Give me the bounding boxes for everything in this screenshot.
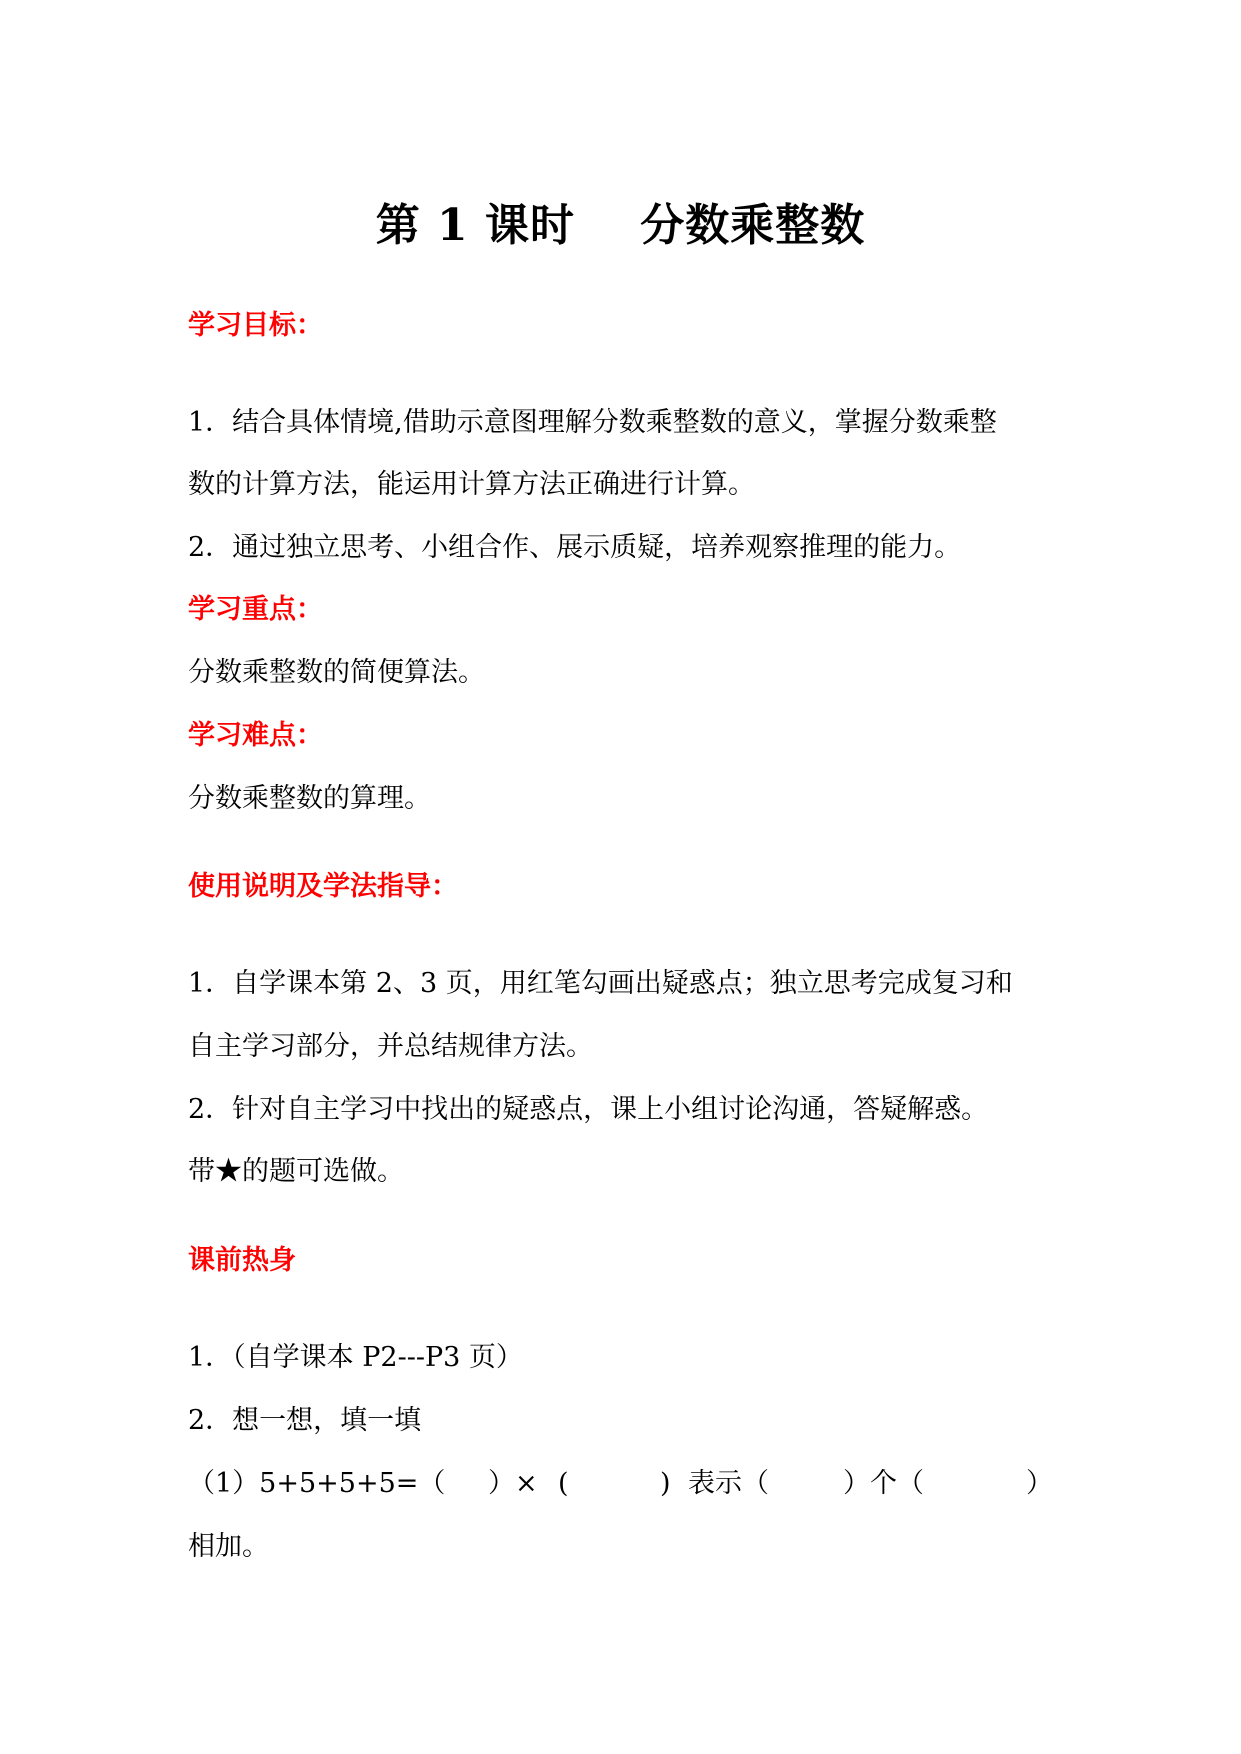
exercise-tail: 相加。 bbox=[188, 1531, 269, 1562]
instructions-line-2: 自主学习部分，并总结规律方法。 bbox=[188, 1031, 593, 1062]
difficulty-heading: 学习难点： bbox=[188, 720, 323, 751]
objectives-line-2: 数的计算方法，能运用计算方法正确进行计算。 bbox=[188, 469, 755, 500]
blank-open-2: ( bbox=[558, 1468, 569, 1499]
instructions-line-1: 1．自学课本第 2、3 页，用红笔勾画出疑惑点；独立思考完成复习和 bbox=[188, 968, 1013, 999]
warmup-heading: 课前热身 bbox=[188, 1245, 296, 1276]
objectives-line-1: 1．结合具体情境,借助示意图理解分数乘整数的意义，掌握分数乘整 bbox=[188, 407, 997, 438]
instructions-line-4: 带★的题可选做。 bbox=[188, 1156, 404, 1187]
exercise-prefix: （1）5+5+5+5=（ bbox=[188, 1468, 446, 1499]
difficulty-text: 分数乘整数的算理。 bbox=[188, 783, 431, 814]
blank-close-2: ) bbox=[660, 1468, 671, 1499]
blank-close-3: ）个（ bbox=[843, 1468, 924, 1499]
objectives-heading: 学习目标： bbox=[188, 310, 323, 341]
instructions-heading: 使用说明及学法指导： bbox=[188, 871, 458, 902]
key-point-heading: 学习重点： bbox=[188, 594, 323, 625]
page-title: 第 1 课时 分数乘整数 bbox=[375, 200, 866, 251]
blank-close-1: ）× bbox=[488, 1468, 538, 1499]
key-point-text: 分数乘整数的简便算法。 bbox=[188, 657, 485, 688]
warmup-line-1: 1．（自学课本 P2---P3 页） bbox=[188, 1342, 523, 1373]
exercise-means: 表示（ bbox=[688, 1468, 769, 1499]
instructions-line-3: 2．针对自主学习中找出的疑惑点，课上小组讨论沟通，答疑解惑。 bbox=[188, 1094, 989, 1125]
warmup-line-2: 2．想一想，填一填 bbox=[188, 1405, 422, 1436]
objectives-line-3: 2．通过独立思考、小组合作、展示质疑，培养观察推理的能力。 bbox=[188, 532, 962, 563]
blank-close-4: ） bbox=[1026, 1468, 1053, 1499]
fill-in-exercise-1 bbox=[188, 1464, 1068, 1504]
